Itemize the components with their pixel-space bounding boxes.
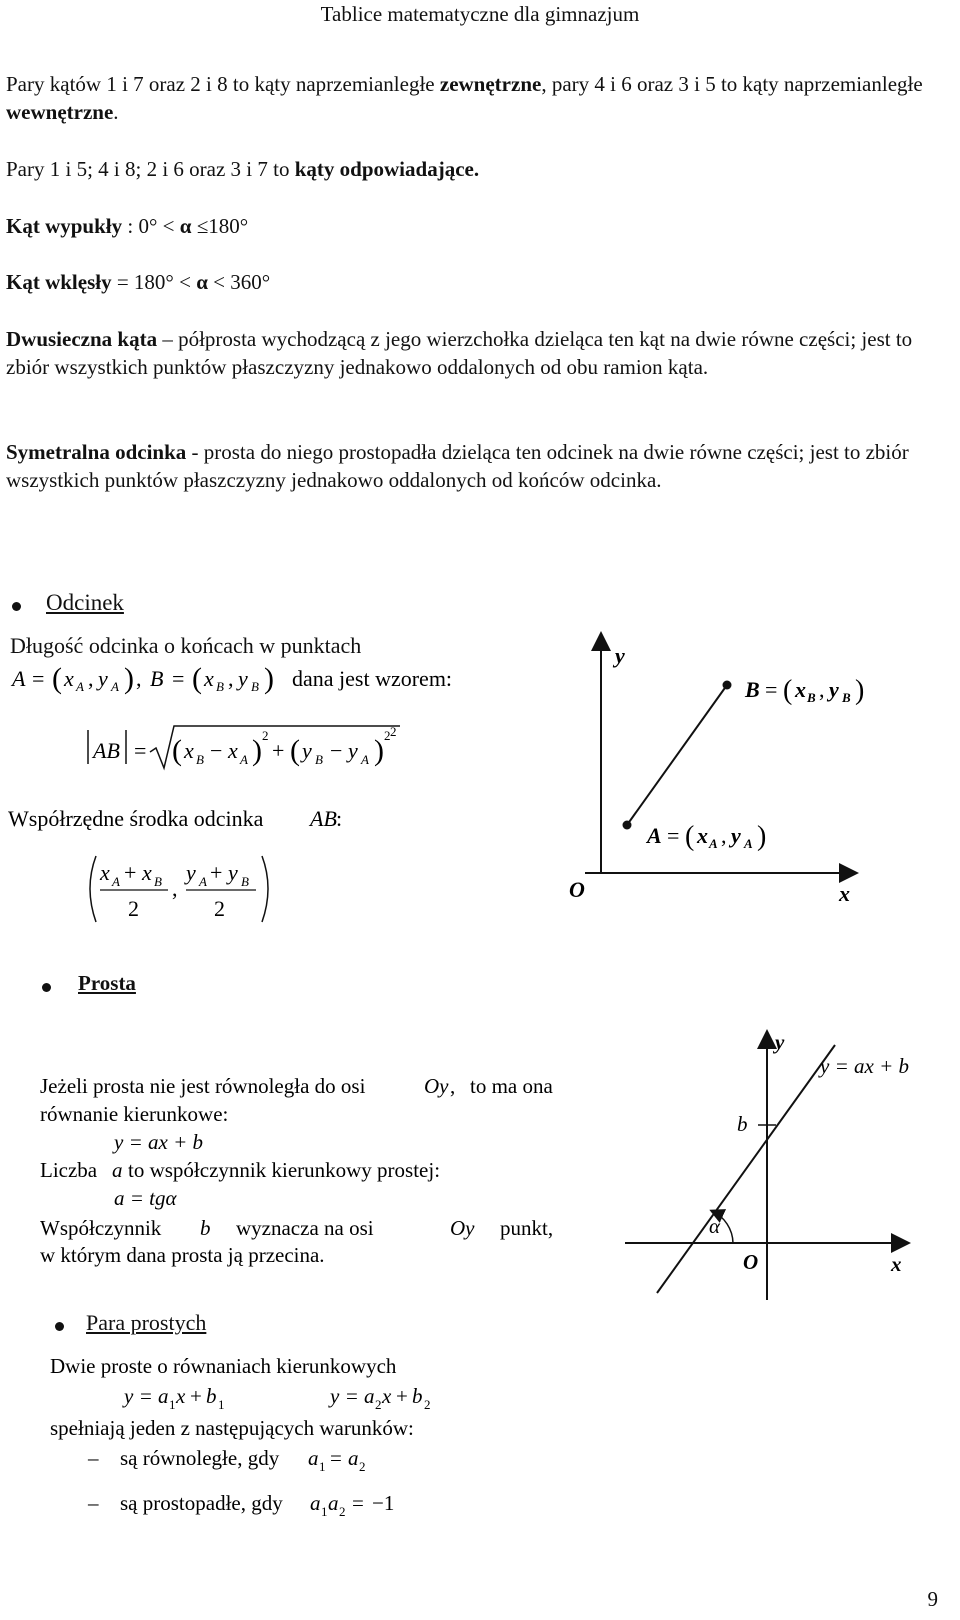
paragraph-alternate-angles: [6, 70, 954, 126]
svg-text:): ): [855, 675, 865, 706]
svg-text:,: ,: [450, 1074, 456, 1098]
svg-text:A: A: [76, 679, 84, 694]
svg-text:B: B: [807, 690, 816, 705]
svg-text:,: ,: [136, 666, 142, 691]
svg-text:x: x: [795, 677, 806, 702]
bold-term: Symetralna odcinka: [6, 440, 187, 464]
svg-text:1: 1: [218, 1397, 225, 1412]
svg-text:B: B: [251, 679, 259, 694]
paragraph-convex-angle: [6, 212, 954, 240]
prosta-line3b: to współczynnik kierunkowy prostej:: [128, 1158, 441, 1182]
svg-text:2: 2: [214, 896, 225, 921]
prosta-text-block: [30, 1065, 580, 1275]
svg-text:y: y: [238, 666, 248, 691]
point-a: [623, 821, 632, 830]
line-label: y = ax + b: [820, 1054, 909, 1078]
section-title-prosta: Prosta: [78, 971, 136, 995]
prosta-eq2: a = tgα: [114, 1186, 177, 1210]
svg-text:a: a: [328, 1491, 339, 1515]
text: , pary 4 i 6 oraz 3 i 5 to kąty naprzemianległe: [541, 72, 923, 96]
svg-text:2: 2: [339, 1504, 346, 1519]
svg-text:): ): [252, 734, 262, 767]
svg-text:x: x: [204, 666, 214, 691]
svg-text:A: A: [647, 823, 662, 848]
origin-label: O: [569, 877, 585, 902]
dana-text: dana jest wzorem:: [292, 666, 453, 691]
svg-text:a: a: [158, 1384, 169, 1408]
section-title-odcinek: Odcinek: [46, 590, 124, 615]
text: Pary kątów 1 i 7 oraz 2 i 8 to kąty naprzemianległe: [6, 72, 440, 96]
svg-text:+: +: [190, 1384, 202, 1408]
svg-text:x: x: [176, 1384, 186, 1408]
svg-text:y: y: [829, 677, 839, 702]
svg-text:,: ,: [819, 677, 825, 702]
bold-term: wewnętrzne: [6, 100, 114, 124]
svg-text:=: =: [667, 823, 680, 848]
section-title-para-prostych: Para prostych: [86, 1310, 207, 1335]
page-header: Tablice matematyczne dla gimnazjum: [320, 2, 640, 26]
svg-text:y: y: [731, 823, 741, 848]
ab-text: AB: [310, 806, 337, 831]
svg-text:(: (: [685, 821, 695, 852]
odcinek-formulas: [0, 660, 540, 940]
svg-text:2: 2: [128, 896, 139, 921]
svg-text:): ): [124, 662, 134, 695]
svg-text:): ): [264, 662, 274, 695]
bold-term: Kąt wypukły: [6, 214, 123, 238]
prosta-line1: Jeżeli prosta nie jest równoległa do osi: [40, 1074, 366, 1098]
text: < 360°: [207, 270, 271, 294]
svg-text:=: =: [330, 1446, 342, 1470]
svg-text:x: x: [382, 1384, 392, 1408]
svg-text:A: A: [744, 836, 753, 851]
svg-text:+: +: [124, 860, 137, 885]
svg-text:x: x: [100, 860, 110, 885]
para-line2: spełniają jeden z następujących warunków:: [50, 1416, 414, 1440]
prosta-line4c: punkt,: [500, 1216, 554, 1240]
axis-x-label: x: [839, 881, 850, 906]
text: : 0° <: [122, 214, 180, 238]
svg-text:): ): [374, 734, 384, 767]
axis-x-label: x: [891, 1252, 902, 1276]
svg-text:B: B: [315, 752, 323, 767]
text: .: [113, 100, 119, 124]
svg-text:=: =: [352, 1491, 364, 1515]
svg-text:a: a: [308, 1446, 319, 1470]
svg-text:x: x: [64, 666, 74, 691]
bold-term: zewnętrzne: [439, 72, 542, 96]
svg-text:AB: AB: [93, 738, 120, 763]
svg-text:a: a: [348, 1446, 359, 1470]
svg-text:b: b: [412, 1384, 423, 1408]
svg-text:x: x: [142, 860, 152, 885]
svg-text:(: (: [192, 662, 202, 695]
paragraph-corresponding-angles: [6, 155, 954, 183]
svg-text:A: A: [361, 752, 369, 767]
text: – półprosta wychodzącą z jego wierzchołka dzieląca ten kąt na dwie równe części; jest to zbiór wszystkich punktów płaszczyzny jednakowo oddalonych od obu ramion kąta.: [6, 327, 913, 379]
svg-text:Oy: Oy: [450, 1216, 475, 1240]
svg-text:A: A: [112, 874, 120, 889]
prosta-graph: [615, 1025, 915, 1305]
svg-text:−: −: [210, 738, 223, 763]
svg-text:+: +: [272, 738, 285, 763]
svg-text:A: A: [709, 836, 718, 851]
bold-term: Dwusieczna kąta: [6, 327, 158, 351]
svg-text:1: 1: [169, 1397, 176, 1412]
svg-text:=: =: [140, 1384, 152, 1408]
svg-text:=: =: [134, 738, 147, 763]
svg-text:y: y: [330, 1384, 340, 1408]
svg-text:(: (: [290, 734, 300, 767]
bullet-icon: [12, 602, 21, 611]
svg-text:–: –: [88, 1491, 99, 1515]
svg-text:y: y: [186, 860, 196, 885]
svg-text:2: 2: [384, 728, 391, 743]
svg-text:B: B: [745, 677, 760, 702]
prosta-eq: y = ax + b: [114, 1130, 203, 1154]
svg-text:Oy: Oy: [424, 1074, 449, 1098]
svg-text:(: (: [783, 675, 793, 706]
svg-text:A: A: [240, 752, 248, 767]
alpha-symbol: α: [179, 214, 192, 238]
text: = 180° <: [111, 270, 197, 294]
svg-text:x: x: [184, 738, 194, 763]
svg-text:=: =: [172, 666, 185, 691]
svg-text:A: A: [12, 666, 26, 691]
svg-text:1: 1: [321, 1504, 328, 1519]
bold-term: Kąt wklęsły: [6, 270, 112, 294]
srodek-text: Współrzędne środka odcinka: [8, 806, 264, 831]
svg-text:x: x: [697, 823, 708, 848]
svg-text:,: ,: [228, 666, 234, 691]
alpha-symbol: α: [196, 270, 208, 294]
prosta-line4: Współczynnik: [40, 1216, 162, 1240]
prosta-line3: Liczba: [40, 1158, 98, 1182]
prosta-line2: równanie kierunkowe:: [40, 1102, 229, 1126]
svg-text:,: ,: [88, 666, 94, 691]
svg-text:2: 2: [390, 724, 397, 739]
svg-text:1: 1: [319, 1459, 326, 1474]
svg-text:B: B: [241, 874, 249, 889]
axis-y-label: y: [775, 1030, 785, 1054]
svg-text:(: (: [172, 734, 182, 767]
para-line1: Dwie proste o równaniach kierunkowych: [50, 1354, 397, 1378]
svg-text:B: B: [216, 679, 224, 694]
point-b: [723, 681, 732, 690]
svg-text:A: A: [111, 679, 119, 694]
svg-text::: :: [336, 806, 343, 831]
svg-text:y: y: [302, 738, 312, 763]
text: - prosta do niego prostopadła dzieląca ten odcinek na dwie równe części; jest to zbiór wszystkich punktów płaszczyzny jednakowo oddalonych od końców odcinka.: [6, 440, 909, 492]
axis-y-label: y: [615, 643, 625, 668]
para-prostych-block: [40, 1345, 560, 1520]
svg-text:(: (: [52, 662, 62, 695]
paragraph-concave-angle: [6, 268, 954, 296]
paragraph-perpendicular-bisector: [6, 438, 954, 494]
svg-text:a: a: [364, 1384, 375, 1408]
b-label: b: [737, 1112, 748, 1136]
svg-text:a: a: [112, 1158, 123, 1182]
prosta-line1b: to ma ona: [470, 1074, 553, 1098]
svg-text:B: B: [196, 752, 204, 767]
svg-text:–: –: [88, 1446, 99, 1470]
svg-text:B: B: [150, 666, 164, 691]
svg-text:−1: −1: [372, 1491, 395, 1515]
svg-text:2: 2: [375, 1397, 382, 1412]
text: Pary 1 i 5; 4 i 8; 2 i 6 oraz 3 i 7 to: [6, 157, 295, 181]
svg-text:b: b: [200, 1216, 211, 1240]
bold-term: kąty odpowiadające.: [294, 157, 480, 181]
svg-text:y: y: [124, 1384, 134, 1408]
svg-text:=: =: [346, 1384, 358, 1408]
svg-text:a: a: [310, 1491, 321, 1515]
paragraph-bisector: [6, 325, 954, 381]
svg-text:y: y: [228, 860, 238, 885]
page-number: 9: [927, 1587, 938, 1611]
svg-text:A: A: [199, 874, 207, 889]
svg-text:=: =: [765, 677, 778, 702]
prosta-line4b: wyznacza na osi: [236, 1216, 374, 1240]
text: ≤180°: [191, 214, 249, 238]
svg-text:y: y: [98, 666, 108, 691]
svg-text:−: −: [330, 738, 343, 763]
svg-text:,: ,: [172, 876, 178, 901]
svg-text:2: 2: [359, 1459, 366, 1474]
alpha-label: α: [709, 1214, 721, 1238]
para-cond2: są prostopadłe, gdy: [120, 1491, 283, 1515]
odcinek-line1: Długość odcinka o końcach w punktach: [10, 633, 362, 658]
bullet-icon: [55, 1322, 64, 1331]
svg-text:B: B: [154, 874, 162, 889]
svg-text:y: y: [348, 738, 358, 763]
svg-text:x: x: [228, 738, 238, 763]
para-cond1: są równoległe, gdy: [120, 1446, 280, 1470]
svg-text:): ): [757, 821, 767, 852]
prosta-line5: w którym dana prosta ją przecina.: [40, 1243, 325, 1267]
bullet-icon: [42, 983, 51, 992]
svg-text:+: +: [210, 860, 223, 885]
odcinek-graph: [555, 625, 875, 915]
svg-text:2: 2: [424, 1397, 431, 1412]
svg-text:=: =: [32, 666, 45, 691]
svg-text:B: B: [842, 690, 851, 705]
svg-text:b: b: [206, 1384, 217, 1408]
origin-label: O: [743, 1250, 759, 1274]
svg-text:+: +: [396, 1384, 408, 1408]
svg-text:,: ,: [721, 823, 727, 848]
svg-text:2: 2: [262, 728, 269, 743]
